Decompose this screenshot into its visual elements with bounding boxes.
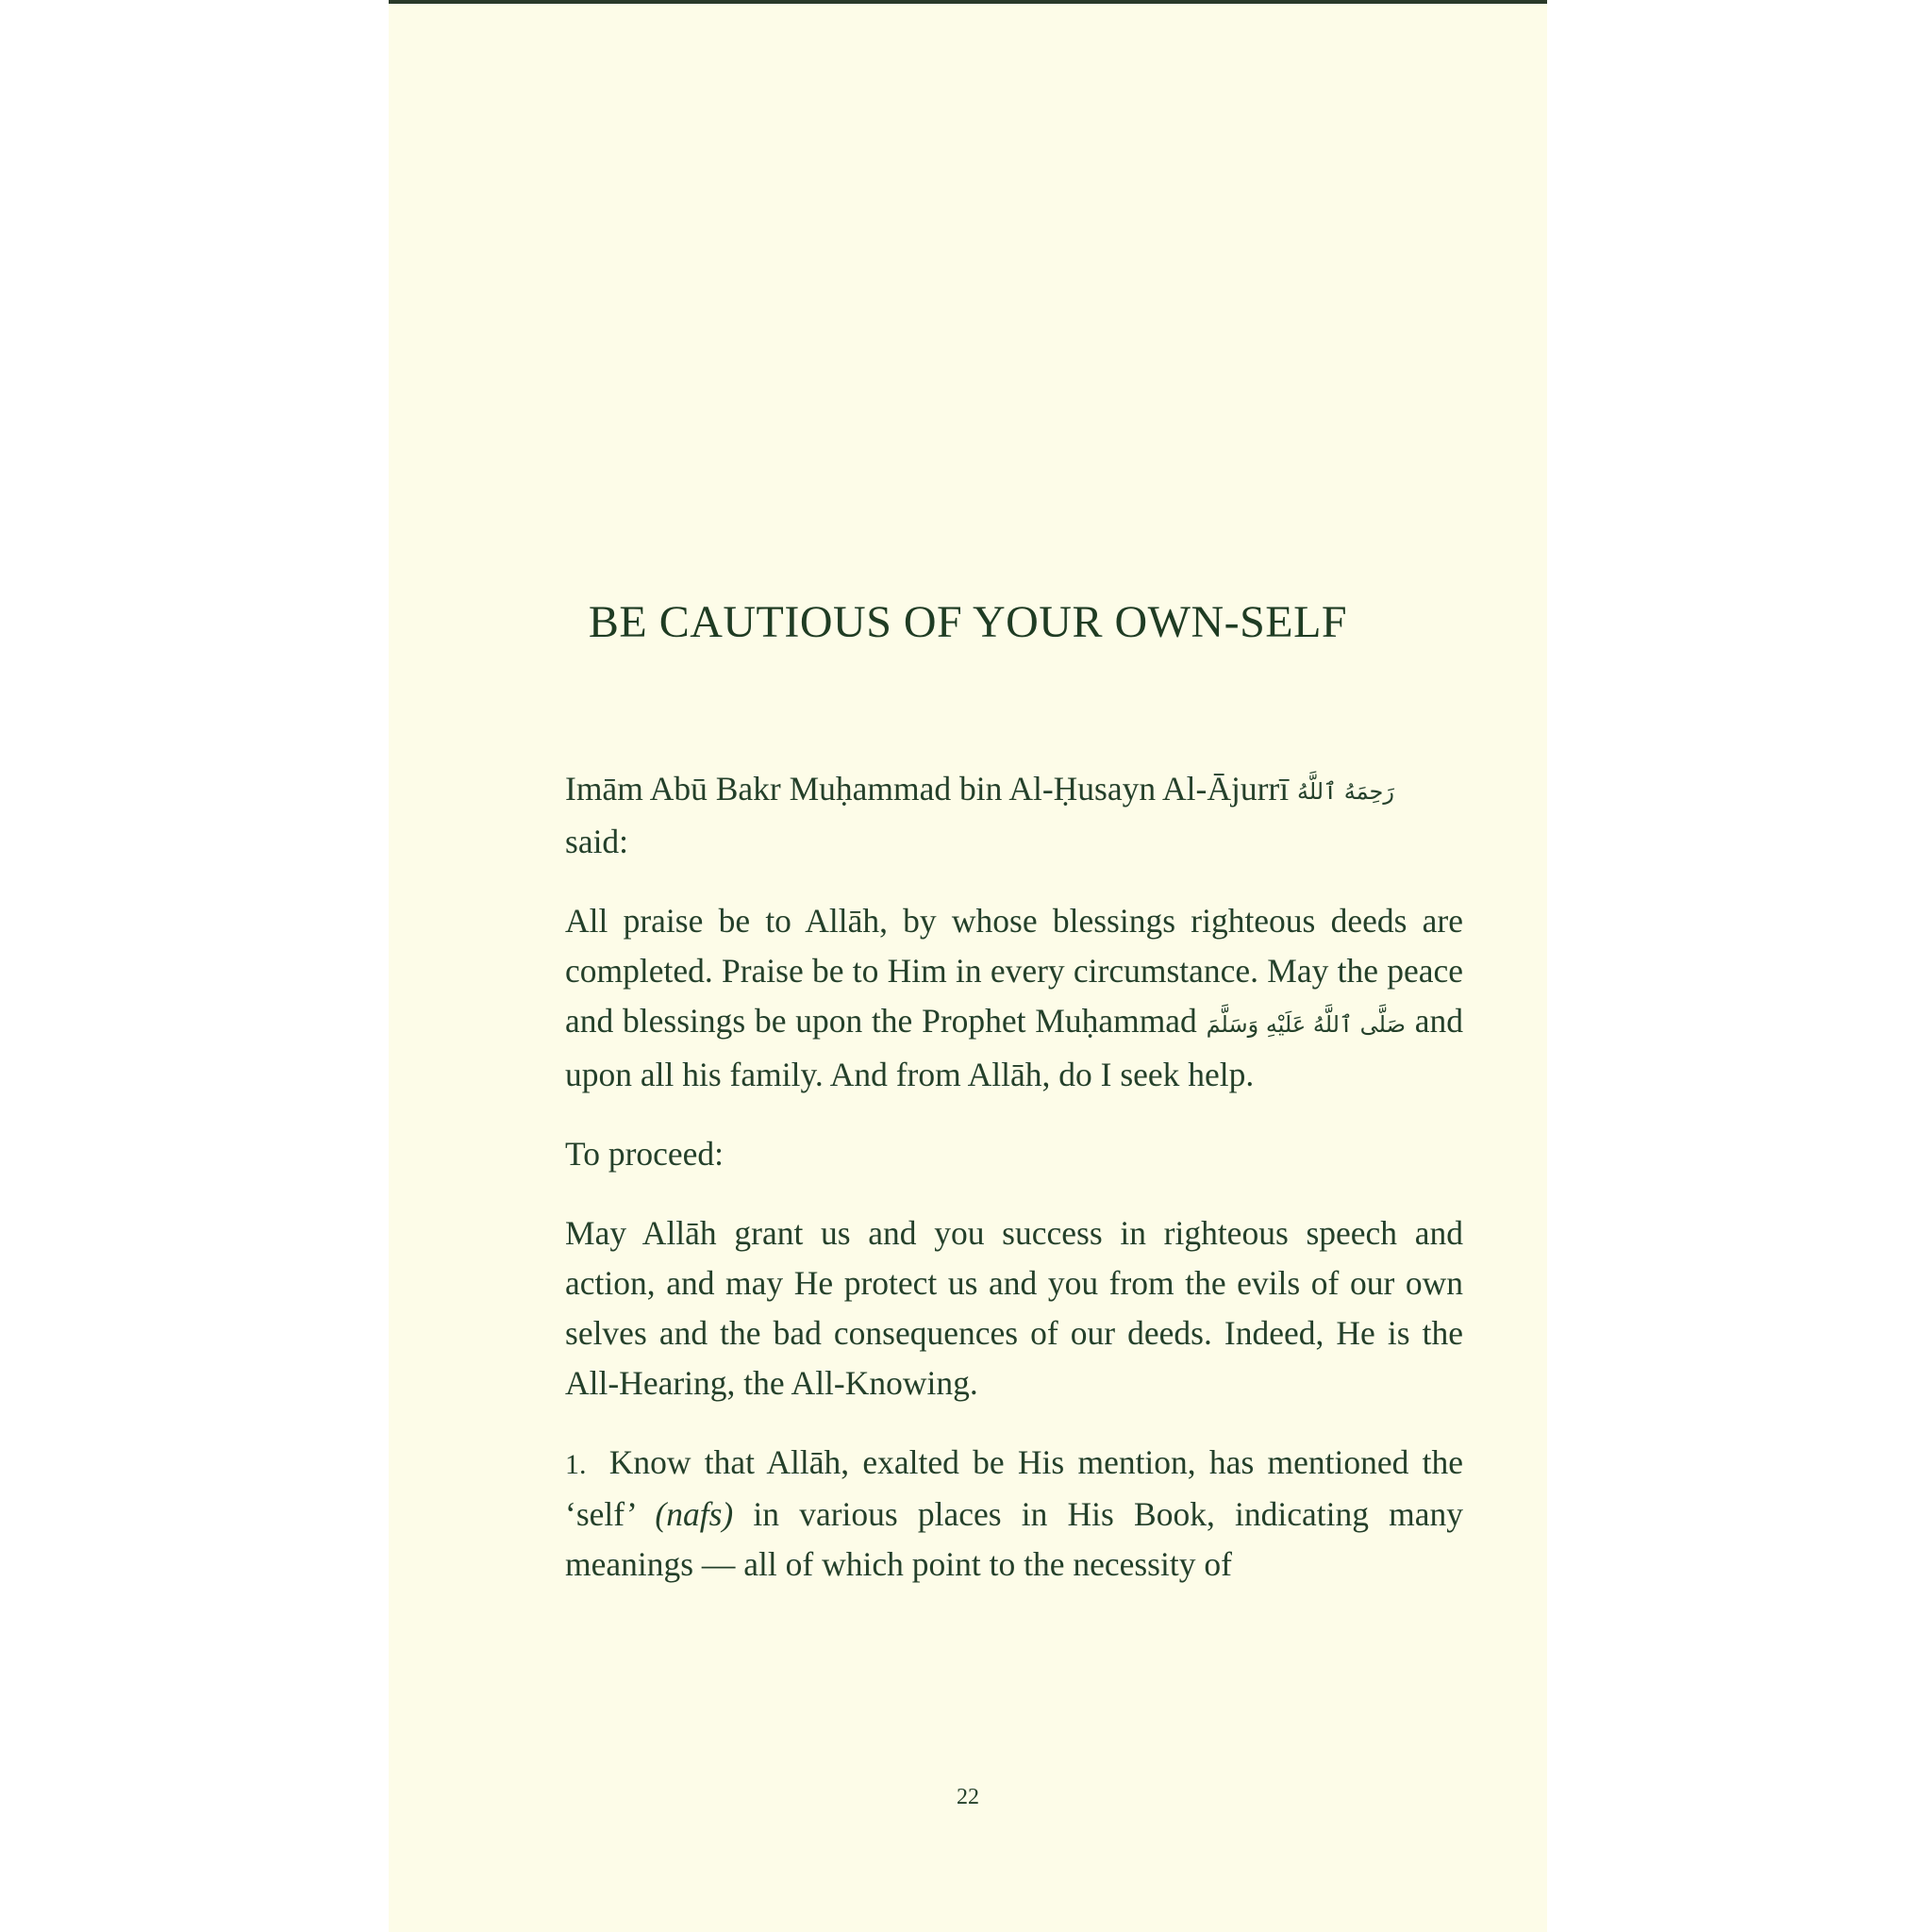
supplication-text: May Allāh grant us and you success in righteous speech and action, and may He protect us and you from the evils of our own selves and the bad consequences of our deeds. Indeed, He is the All-Hearing, the All-Knowing. — [565, 1213, 1463, 1402]
honorific-rahimahullah: رَحِمَهُ ٱللَّهُ — [1296, 778, 1394, 806]
intro-text-after: said: — [565, 823, 629, 861]
proceed-text: To proceed: — [565, 1134, 724, 1173]
numbered-text-after: in various places in His Book, indicating many meanings — all of which point to the necessity of — [565, 1494, 1463, 1583]
book-page — [389, 0, 1547, 1932]
praise-text-after: and upon all his family. And from Allāh, do I seek help. — [565, 1002, 1464, 1093]
intro-text: Imām Abū Bakr Muḥammad bin Al-Ḥusayn Al-Ājurrī — [565, 770, 1290, 808]
nafs-term: (nafs) — [655, 1494, 734, 1533]
item-number: 1. — [565, 1448, 587, 1480]
paragraph-numbered-1 — [565, 1438, 1463, 1590]
honorific-salallahu-alayhi-wasallam: صَلَّى ٱللَّهُ عَلَيْهِ وَسَلَّمَ — [1206, 1010, 1406, 1038]
paragraph-praise — [565, 896, 1463, 1099]
chapter-title: BE CAUTIOUS OF YOUR OWN-SELF — [588, 597, 1348, 647]
body-text — [565, 764, 1463, 1619]
praise-text-before: All praise be to Allāh, by whose blessings righteous deeds are completed. Praise be to Him in every circumstance. May the peace and blessings be upon the Prophet Muḥammad — [565, 902, 1463, 1041]
numbered-text-before: Know that Allāh, exalted be His mention, has mentioned the ‘self’ — [565, 1442, 1464, 1533]
page-number: 22 — [957, 1785, 979, 1809]
paragraph-supplication — [565, 1208, 1463, 1408]
paragraph-proceed — [565, 1129, 1463, 1179]
paragraph-intro — [565, 764, 1463, 867]
